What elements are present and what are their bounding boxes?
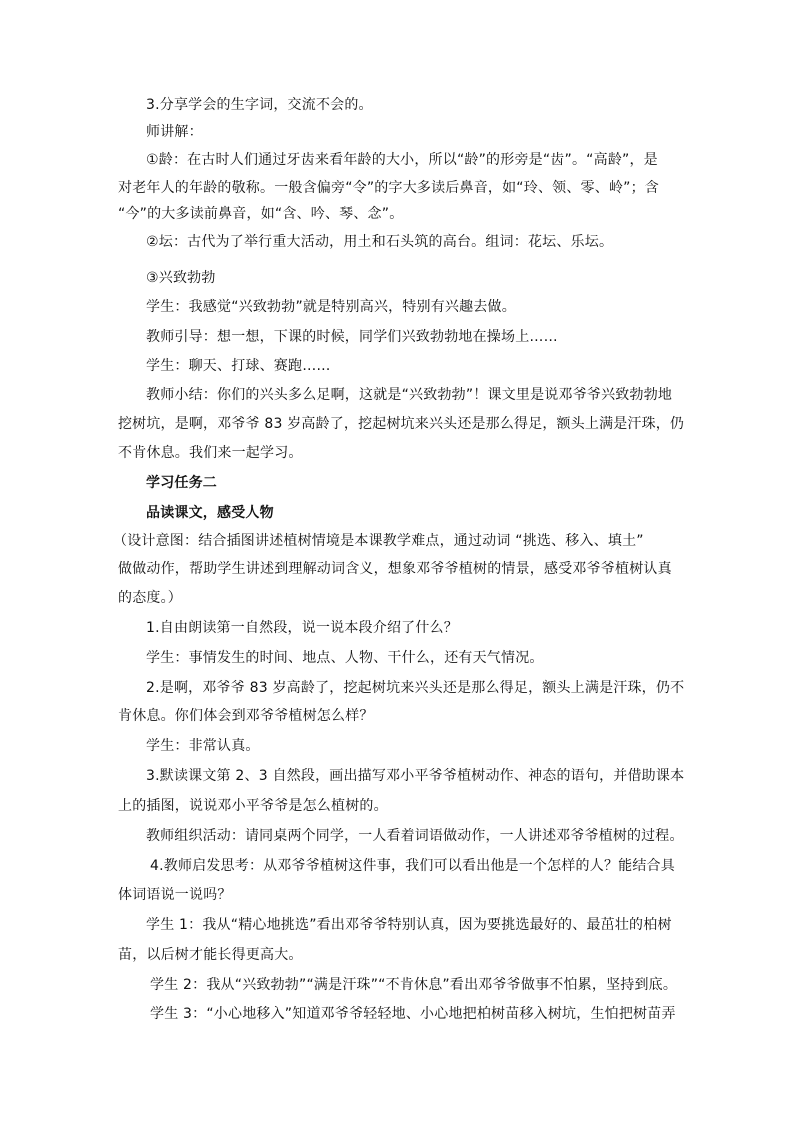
word-tan-explanation: ②坛：古代为了举行重大活动，用土和石头筑的高台。组词：花坛、乐坛。 xyxy=(146,234,614,250)
teacher-explains-label: 师讲解： xyxy=(146,124,203,140)
design-intent-line-2: 做做动作，帮助学生讲述到理解动词含义，想象邓爷爷植树的情景，感受邓爷爷植树认真 xyxy=(118,561,672,577)
teacher-summary-line-2: 挖树坑，是啊，邓爷爷 83 岁高龄了，挖起树坑来兴头还是那么得足，额头上满是汗珠，仍 xyxy=(118,416,685,432)
section-subheading: 品读课文，感受人物 xyxy=(146,505,274,521)
step-3-line-1: 3.默读课文第 2、3 自然段，画出描写邓小平爷爷植树动作、神态的语句，并借助课本 xyxy=(146,768,685,784)
teacher-summary-line-1: 教师小结：你们的兴头多么足啊，这就是“兴致勃勃”！课文里是说邓爷爷兴致勃勃地 xyxy=(146,387,673,403)
word-ling-explanation-line-2: 对老年人的年龄的敬称。一般含偏旁“令”的字大多读后鼻音，如“玲、领、零、岭”；含 xyxy=(118,180,660,196)
student-3-answer: 学生 3：“小心地移入”知道邓爷爷轻轻地、小心地把柏树苗移入树坑，生怕把树苗弄 xyxy=(150,1006,676,1022)
design-intent-line-1: （设计意图：结合插图讲述植树情境是本课教学难点，通过动词 “挑选、移入、填土” xyxy=(113,533,644,549)
student-answer-paragraph-1: 学生：事情发生的时间、地点、人物、干什么，还有天气情况。 xyxy=(146,650,544,666)
step-2-line-1: 2.是啊，邓爷爷 83 岁高龄了，挖起树坑来兴头还是那么得足，额头上满是汗珠，仍不 xyxy=(146,680,685,696)
student-answer-serious: 学生：非常认真。 xyxy=(146,738,260,754)
student-answer-activities: 学生：聊天、打球、赛跑…… xyxy=(146,358,331,374)
word-ling-explanation-line-3: “今”的大多读前鼻音，如“含、吟、琴、念”。 xyxy=(118,206,404,222)
student-1-answer-line-2: 苗，以后树才能长得更高大。 xyxy=(118,947,303,963)
step-4-line-2: 体词语说一说吗？ xyxy=(118,887,232,903)
word-ling-explanation-line-1: ①龄：在古时人们通过牙齿来看年龄的大小，所以“龄”的形旁是“齿”。“高龄”，是 xyxy=(146,152,658,168)
teacher-summary-line-3: 不肯休息。我们来一起学习。 xyxy=(118,445,303,461)
student-2-answer: 学生 2：我从“兴致勃勃”“满是汗珠”“不肯休息”看出邓爷爷做事不怕累，坚持到底。 xyxy=(150,977,678,993)
learning-task-2-heading: 学习任务二 xyxy=(146,475,217,491)
student-1-answer-line-1: 学生 1：我从“精心地挑选”看出邓爷爷特别认真，因为要挑选最好的、最茁壮的柏树 xyxy=(146,917,672,933)
teacher-organized-activity: 教师组织活动：请同桌两个同学，一人看着词语做动作，一人讲述邓爷爷植树的过程。 xyxy=(146,828,684,844)
step-4-line-1: 4.教师启发思考：从邓爷爷植树这件事，我们可以看出他是一个怎样的人？能结合具 xyxy=(150,858,675,874)
design-intent-line-3: 的态度。） xyxy=(118,590,182,606)
word-xingzhibobo-heading: ③兴致勃勃 xyxy=(146,270,216,286)
step-1-free-reading: 1.自由朗读第一自然段，说一说本段介绍了什么？ xyxy=(146,620,458,636)
step-3-line-2: 上的插图，说说邓小平爷爷是怎么植树的。 xyxy=(118,798,388,814)
step-2-line-2: 肯休息。你们体会到邓爷爷植树怎么样？ xyxy=(118,708,374,724)
teacher-guidance: 教师引导：想一想，下课的时候，同学们兴致勃勃地在操场上…… xyxy=(146,329,558,345)
step-3-share-words: 3.分享学会的生字词，交流不会的。 xyxy=(146,97,373,113)
student-answer-xingzhibobo: 学生：我感觉“兴致勃勃”就是特别高兴，特别有兴趣去做。 xyxy=(146,299,516,315)
